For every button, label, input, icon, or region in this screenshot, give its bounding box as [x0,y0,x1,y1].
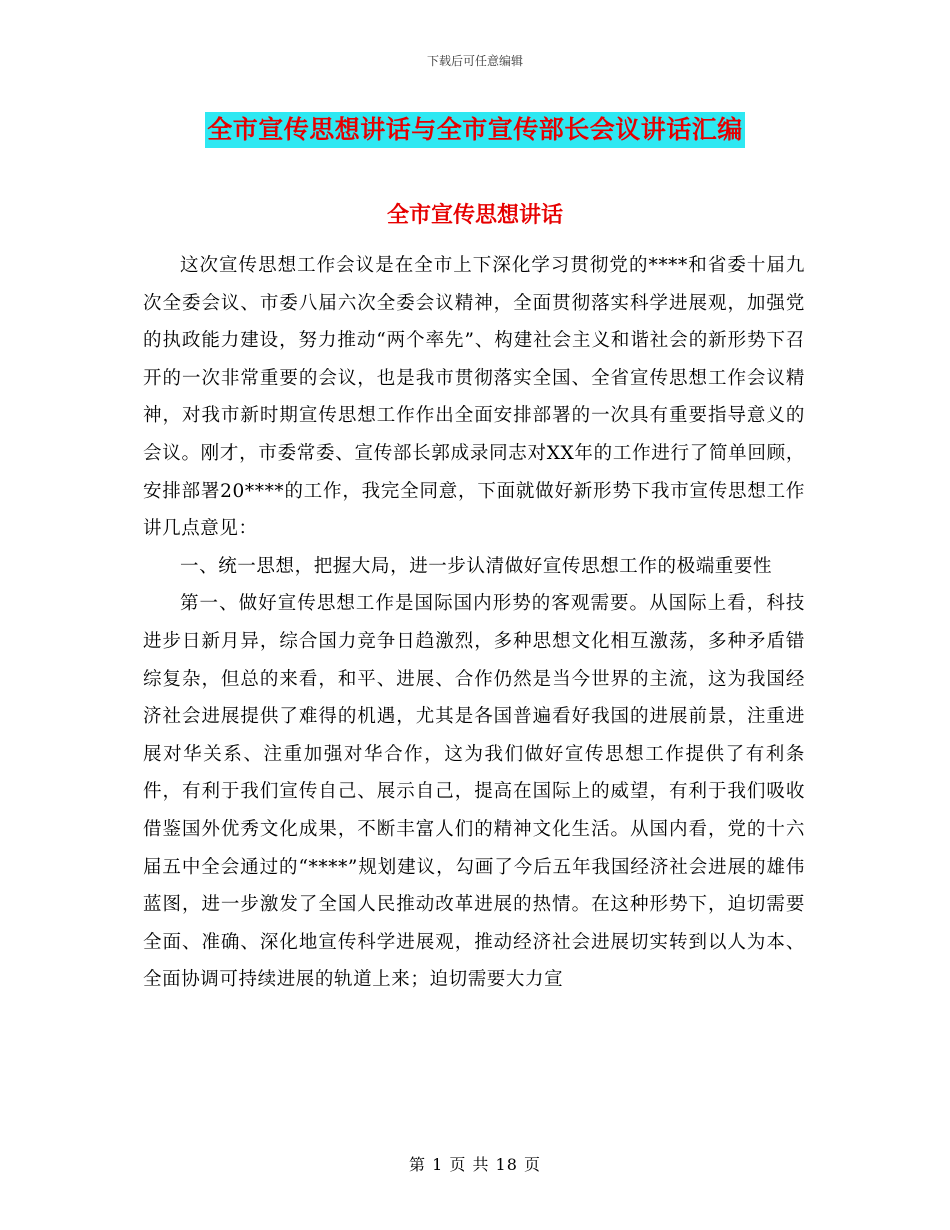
body-text [143,247,805,999]
document-title: 全市宣传思想讲话与全市宣传部长会议讲话汇编 [205,112,745,148]
paragraph-heading-one: 一、统一思想，把握大局，进一步认清做好宣传思想工作的极端重要性 [180,555,773,577]
page-footer: 第 1 页 共 18 页 [409,1155,541,1174]
paragraph-intro: 这次宣传思想工作会议是在全市上下深化学习贯彻党的****和省委十届九次全委会议、市委八届六次全委会议精神，全面贯彻落实科学进展观，加强党的执政能力建设，努力推动“两个率先”、构建社会主义和谐社会的新形势下召开的一次非常重要的会议，也是我市贯彻落实全国、全省宣传思想工作会议精神，对我市新时期宣传思想工作作出全面安排部署的一次具有重要指导意义的会议。刚才，市委常委、宣传部长郭成录同志对XX年的工作进行了简单回顾，安排部署20****的工作，我完全同意，下面就做好新形势下我市宣传思想工作讲几点意见： [143,255,805,540]
paragraph-first-point: 第一、做好宣传思想工作是国际国内形势的客观需要。从国际上看，科技进步日新月异，综合国力竞争日趋激烈，多种思想文化相互激荡，多种矛盾错综复杂，但总的来看，和平、进展、合作仍然是当今世界的主流，这为我国经济社会进展提供了难得的机遇，尤其是各国普遍看好我国的进展前景，注重进展对华关系、注重加强对华合作，这为我们做好宣传思想工作提供了有利条件，有利于我们宣传自己、展示自己，提高在国际上的威望，有利于我们吸收借鉴国外优秀文化成果，不断丰富人们的精神文化生活。从国内看，党的十六届五中全会通过的“****”规划建议，勾画了今后五年我国经济社会进展的雄伟蓝图，进一步激发了全国人民推动改革进展的热情。在这种形势下，迫切需要全面、准确、深化地宣传科学进展观，推动经济社会进展切实转到以人为本、全面协调可持续进展的轨道上来；迫切需要大力宣 [143,593,805,991]
document-title-container [0,112,950,148]
section-title: 全市宣传思想讲话 [386,203,563,228]
header-note: 下载后可任意编辑 [426,54,523,68]
